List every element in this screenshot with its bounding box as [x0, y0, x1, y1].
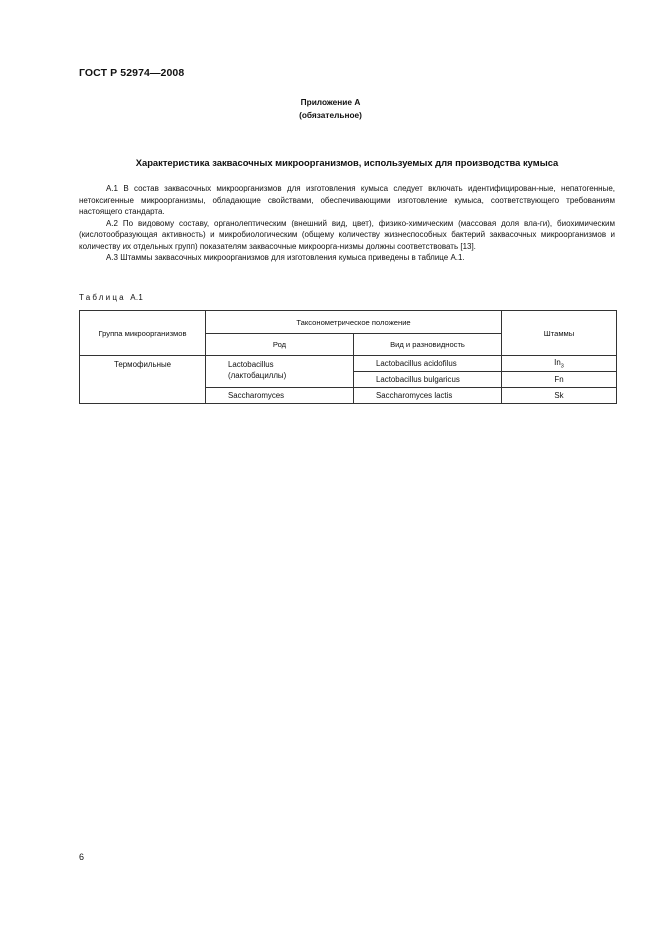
table-caption — [79, 293, 143, 302]
body-text — [79, 183, 615, 264]
header-species: Вид и разновидность — [354, 334, 502, 356]
strain-subscript: 3 — [560, 363, 564, 370]
cell-species: Lactobacillus bulgaricus — [354, 372, 502, 388]
table-header-row — [80, 311, 617, 334]
genus-russian: (лактобациллы) — [228, 371, 287, 380]
cell-genus-saccharomyces: Saccharomyces — [206, 388, 354, 404]
header-genus: Род — [206, 334, 354, 356]
appendix-title: Приложение А — [300, 97, 361, 107]
standard-designation: ГОСТ Р 52974—2008 — [79, 67, 185, 79]
page-number: 6 — [79, 852, 85, 862]
paragraph-a1: А.1 В состав заквасочных микроорганизмов для изготовления кумыса следует включать идентифицирован-ные, непатогенные, нетоксигенные микроорганизмы, обладающие свойствами, обеспечивающими изготовление кумыса, соответствующего требованиям настоящего стандарта. — [79, 184, 615, 216]
strain-code: In — [554, 357, 561, 367]
strain-table — [79, 310, 617, 404]
cell-strain: Sk — [502, 388, 617, 404]
table-caption-number: А.1 — [130, 293, 144, 302]
header-taxonomy: Таксонометрическое положение — [206, 311, 502, 334]
genus-latin: Lactobacillus — [228, 360, 274, 369]
cell-group: Термофильные — [80, 356, 206, 404]
cell-genus-lactobacillus — [206, 356, 354, 388]
header-strains: Штаммы — [502, 311, 617, 356]
cell-species: Saccharomyces lactis — [354, 388, 502, 404]
appendix-heading — [0, 96, 661, 122]
appendix-status: (обязательное) — [299, 110, 362, 120]
paragraph-a3: А.3 Штаммы заквасочных микроорганизмов для изготовления кумыса приведены в таблице А.1. — [106, 253, 465, 262]
cell-species: Lactobacillus acidofilus — [354, 356, 502, 372]
header-group: Группа микроорганизмов — [80, 311, 206, 356]
table-caption-label: Таблица — [79, 293, 126, 302]
paragraph-a2: А.2 По видовому составу, органолептическим (внешний вид, цвет), физико-химическим (массовая доля вла-ги), биохимическим (кислотообразующая активность) и микробиологическим (общему количеству жизнеспособных бактерий заквасочных микроорганизмов и количеству их отдельных групп) показателям заквасочные микроорга-низмы должны соответствовать [13]. — [79, 218, 615, 251]
cell-strain: Fn — [502, 372, 617, 388]
table-row — [80, 356, 617, 372]
cell-strain — [502, 356, 617, 372]
section-title: Характеристика заквасочных микроорганизмов, используемых для производства кумыса — [135, 157, 559, 168]
